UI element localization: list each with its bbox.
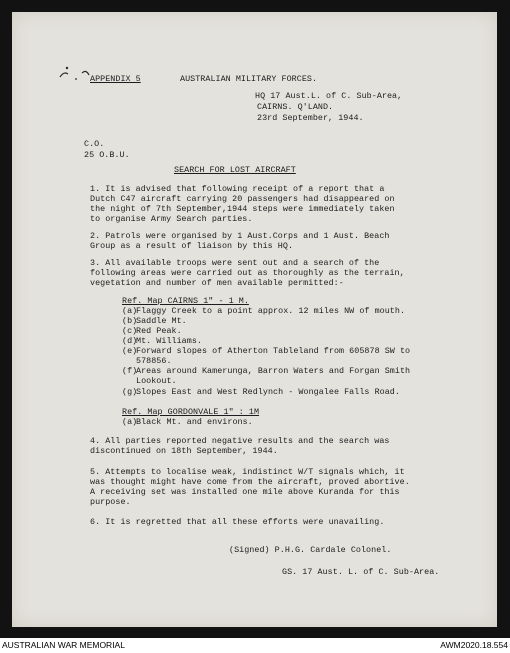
- organisation-heading: AUSTRALIAN MILITARY FORCES.: [180, 74, 318, 84]
- document-page: [12, 12, 497, 627]
- signature-title: GS. 17 Aust. L. of C. Sub-Area.: [282, 567, 440, 577]
- list-item-label: (d): [122, 336, 138, 346]
- recipient-line-1: C.O.: [84, 139, 105, 149]
- address-line-2: CAIRNS. Q'LAND.: [257, 102, 334, 112]
- appendix-label: APPENDIX 5: [90, 74, 141, 84]
- list-item-label: (a): [122, 417, 138, 427]
- list-item-text: Saddle Mt.: [136, 316, 187, 326]
- list-item-text: Flaggy Creek to a point approx. 12 miles NW of mouth.: [136, 306, 406, 316]
- paragraph-line: Group as a result of liaison by this HQ.: [90, 241, 294, 251]
- paragraph-line: purpose.: [90, 497, 131, 507]
- list-item-text: Forward slopes of Atherton Tableland from 605878 SW to: [136, 346, 411, 356]
- list-item-text: Black Mt. and environs.: [136, 417, 253, 427]
- paragraph-line: was thought might have come from the aircraft, proved abortive.: [90, 477, 410, 487]
- paragraph-line: 5. Attempts to localise weak, indistinct W/T signals which, it: [90, 467, 405, 477]
- signature-line: (Signed) P.H.G. Cardale Colonel.: [229, 545, 392, 555]
- map-cairns-heading: Ref. Map CAIRNS 1" - 1 M.: [122, 296, 249, 306]
- paragraph-line: 1. It is advised that following receipt of a report that a: [90, 184, 385, 194]
- paragraph-line: vegetation and number of men available permitted:-: [90, 278, 344, 288]
- footer-institution: AUSTRALIAN WAR MEMORIAL: [2, 640, 125, 650]
- list-item-text: Red Peak.: [136, 326, 182, 336]
- footer-bar: [0, 638, 510, 653]
- list-item-label: (b): [122, 316, 138, 326]
- paragraph-line: 2. Patrols were organised by 1 Aust.Corps and 1 Aust. Beach: [90, 231, 390, 241]
- list-item-label: (f): [122, 366, 138, 376]
- recipient-line-2: 25 O.B.U.: [84, 150, 130, 160]
- paragraph-line: Dutch C47 aircraft carrying 20 passengers had disappeared on: [90, 194, 395, 204]
- paragraph-line: following areas were carried out as thoroughly as the terrain,: [90, 268, 405, 278]
- paragraph-line: 3. All available troops were sent out and a search of the: [90, 258, 380, 268]
- footer-accession-number: AWM2020.18.554: [440, 640, 508, 650]
- address-line-1: HQ 17 Aust.L. of C. Sub-Area,: [255, 91, 403, 101]
- document-title: SEARCH FOR LOST AIRCRAFT: [174, 165, 296, 175]
- paragraph-line: to organise Army Search parties.: [90, 214, 253, 224]
- paragraph-line: discontinued on 18th September, 1944.: [90, 446, 278, 456]
- document-date: 23rd September, 1944.: [257, 113, 364, 123]
- paragraph-line: 4. All parties reported negative results and the search was: [90, 436, 390, 446]
- list-item: [122, 388, 400, 398]
- list-item-label: (c): [122, 326, 138, 336]
- list-item-label: (a): [122, 306, 138, 316]
- paragraph-line: A receiving set was installed one mile above Kuranda for this: [90, 487, 400, 497]
- list-item-text: Mt. Williams.: [136, 336, 202, 346]
- list-item-continuation: Lookout.: [136, 376, 177, 386]
- list-item-continuation: 578856.: [136, 356, 172, 366]
- list-item-text: Areas around Kamerunga, Barron Waters and Forgan Smith: [136, 366, 411, 376]
- paragraph-line: the night of 7th September,1944 steps were immediately taken: [90, 204, 395, 214]
- list-item-label: (g): [122, 387, 138, 397]
- list-item: [122, 418, 253, 428]
- list-item-label: (e): [122, 346, 138, 356]
- map-gordonvale-heading: Ref. Map GORDONVALE 1" : 1M: [122, 407, 260, 417]
- list-item-text: Slopes East and West Redlynch - Wongalee Falls Road.: [136, 387, 400, 397]
- paragraph-line: 6. It is regretted that all these efforts were unavailing.: [90, 517, 385, 527]
